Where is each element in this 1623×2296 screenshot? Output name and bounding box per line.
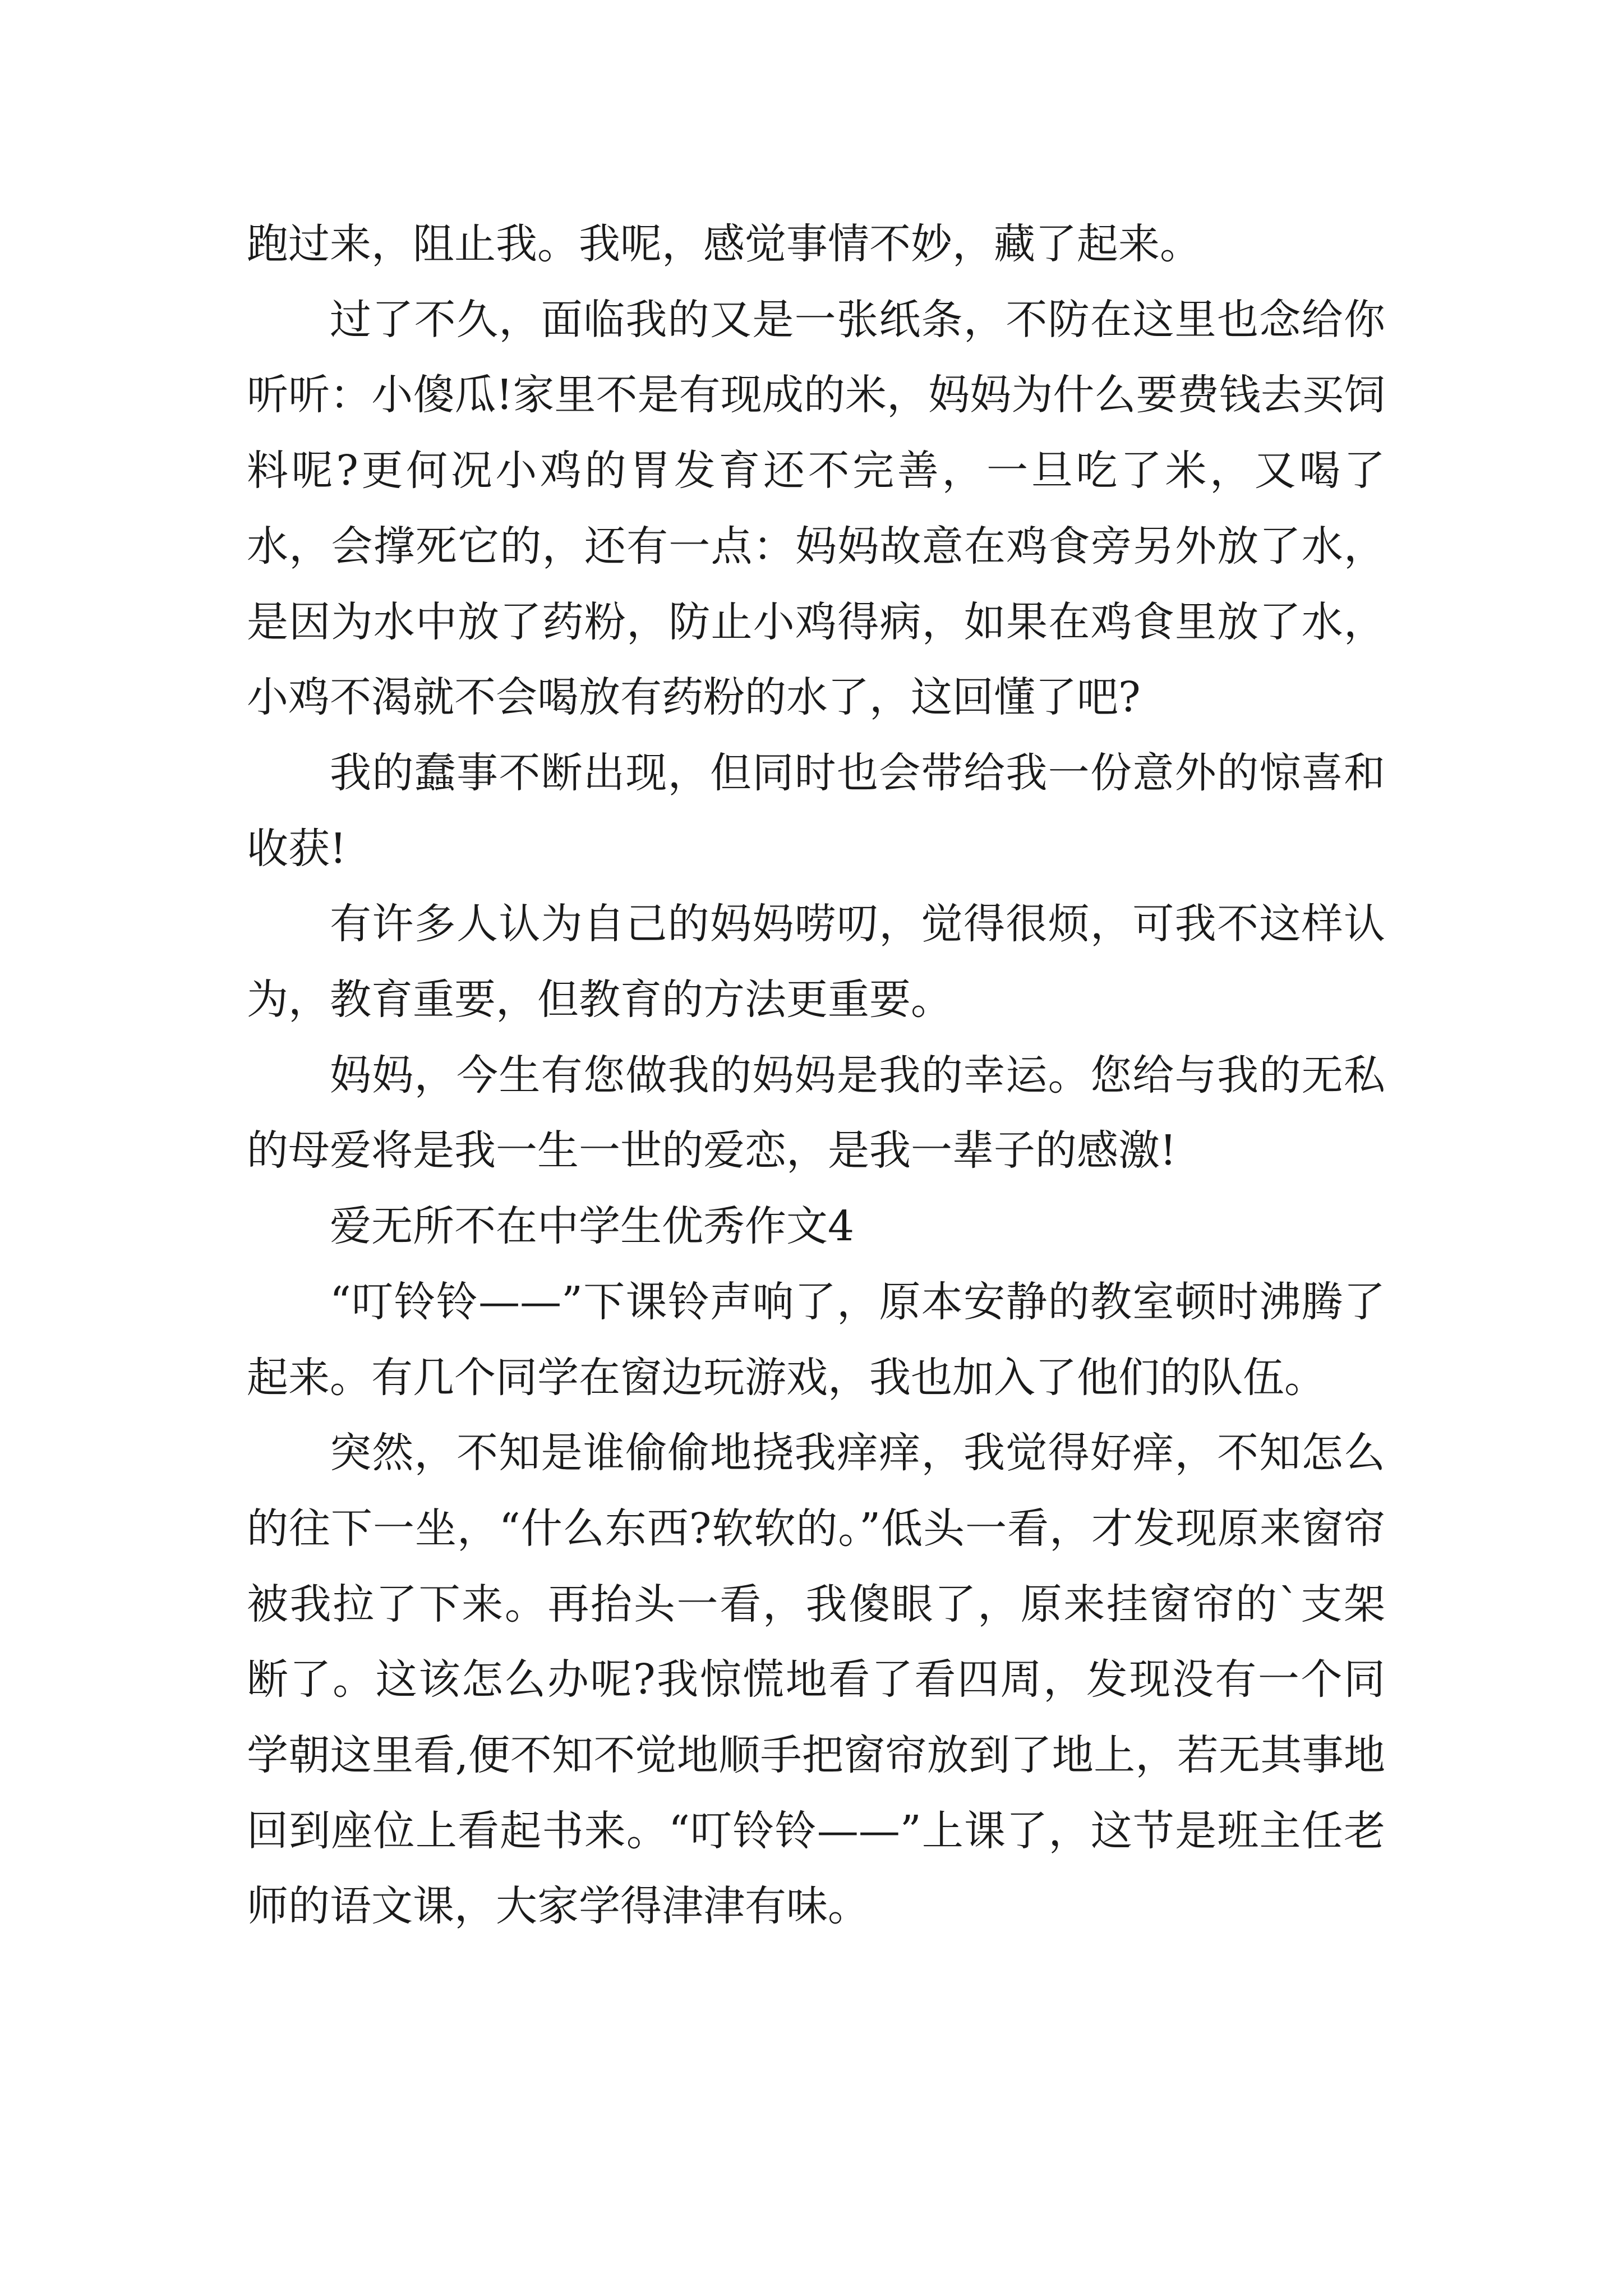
document-body <box>247 206 1385 1944</box>
paragraph-continuation: 跑过来，阻止我。我呢，感觉事情不妙，藏了起来。 <box>247 220 1201 268</box>
paragraph-education: 有许多人认为自己的妈妈唠叨，觉得很烦，可我不这样认为，教育重要，但教育的方法更重要。 <box>247 900 1385 1024</box>
paragraph-curtain: 突然，不知是谁偷偷地挠我痒痒，我觉得好痒，不知怎么的往下一坐，“什么东西?软软的。”低头一看，才发现原来窗帘被我拉了下来。再抬头一看，我傻眼了，原来挂窗帘的`支架断了。这该怎么办呢?我惊慌地看了看四周，发现没有一个同学朝这里看,便不知不觉地顺手把窗帘放到了地上，若无其事地回到座位上看起书来。“叮铃铃——”上课了，这节是班主任老师的语文课，大家学得津津有味。 <box>247 1429 1385 1931</box>
paragraph-note-explanation: 过了不久，面临我的又是一张纸条，不防在这里也念给你听听：小傻瓜!家里不是有现成的米，妈妈为什么要费钱去买饲料呢?更何况小鸡的胃发育还不完善，一旦吃了米，又喝了水，会撑死它的，还有一点：妈妈故意在鸡食旁另外放了水，是因为水中放了药粉，防止小鸡得病，如果在鸡食里放了水，小鸡不渴就不会喝放有药粉的水了，这回懂了吧? <box>247 295 1385 722</box>
paragraph-mistakes: 我的蠢事不断出现，但同时也会带给我一份意外的惊喜和收获! <box>247 748 1385 873</box>
essay-title: 爱无所不在中学生优秀作文4 <box>330 1202 855 1251</box>
paragraph-bell: “叮铃铃——”下课铃声响了，原本安静的教室顿时沸腾了起来。有几个同学在窗边玩游戏，我也加入了他们的队伍。 <box>247 1277 1385 1402</box>
paragraph-gratitude: 妈妈，今生有您做我的妈妈是我的幸运。您给与我的无私的母爱将是我一生一世的爱恋，是我一辈子的感激! <box>247 1051 1385 1175</box>
